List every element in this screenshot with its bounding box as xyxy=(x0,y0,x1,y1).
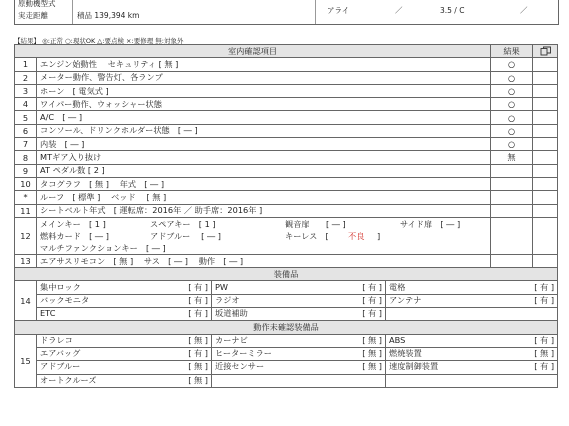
equipment-value: [ 有 ] xyxy=(362,281,382,292)
key-field: 観音扉 [ ― ] xyxy=(285,218,346,229)
alignment-value-3: ／ xyxy=(520,6,528,15)
equipment-name: ドラレコ xyxy=(40,334,73,345)
table-row xyxy=(15,58,558,71)
alignment-label: アライ xyxy=(327,6,350,15)
equipment-title: 装備品 xyxy=(15,268,558,281)
equipment-value: [ 無 ] xyxy=(188,361,208,372)
row-result: ○ xyxy=(491,124,533,137)
row-note xyxy=(533,71,558,84)
table-row xyxy=(15,334,558,347)
row-number: 6 xyxy=(15,124,37,137)
table-row xyxy=(15,164,558,177)
row-item: AT ペダル数 [ 2 ] xyxy=(37,164,491,177)
row-item: ホーン [ 電気式 ] xyxy=(37,84,491,97)
row-item: エンジン始動性 セキュリティ [ 無 ] xyxy=(37,58,491,71)
equipment-value: [ 有 ] xyxy=(534,281,555,292)
row-result: ○ xyxy=(491,71,533,84)
row-result: 無 xyxy=(491,151,533,164)
key-field: アドブルー [ ― ] xyxy=(150,230,221,241)
row-result: ○ xyxy=(491,111,533,124)
row-result xyxy=(491,177,533,190)
row-item: コンソール、ドリンクホルダー状態 [ ― ] xyxy=(37,124,491,137)
equipment-name: エアバッグ xyxy=(40,348,81,359)
equipment-name: アンテナ xyxy=(389,294,422,305)
row-number: 2 xyxy=(15,71,37,84)
row-note xyxy=(533,124,558,137)
equipment-cell xyxy=(386,281,558,294)
equipment-name: 燃焼装置 xyxy=(389,348,422,359)
equipment-cell xyxy=(37,347,212,360)
equipment-name: 電格 xyxy=(389,281,406,292)
row-number: 8 xyxy=(15,151,37,164)
key-field: スペアキー [ 1 ] xyxy=(150,218,216,229)
row-result: ○ xyxy=(491,58,533,71)
equipment-value: [ 有 ] xyxy=(362,308,382,319)
equipment-value: [ 無 ] xyxy=(188,374,208,385)
table-row xyxy=(15,138,558,151)
unconfirmed-title: 動作未確認装備品 xyxy=(15,321,558,334)
row-item: タコグラフ [ 無 ] 年式 [ ― ] xyxy=(37,177,491,190)
equipment-value: [ 有 ] xyxy=(534,334,555,345)
row-note xyxy=(533,204,558,217)
divider xyxy=(315,0,316,24)
row-note xyxy=(533,138,558,151)
row-result xyxy=(491,164,533,177)
equipment-cell xyxy=(37,281,212,294)
table-row xyxy=(15,191,558,204)
key-field: サイド扉 [ ― ] xyxy=(400,218,461,229)
equipment-name: バックモニタ xyxy=(40,294,90,305)
vehicle-info-box xyxy=(14,0,559,25)
equipment-cell xyxy=(386,294,558,307)
table-row xyxy=(15,361,558,374)
row-number: 10 xyxy=(15,177,37,190)
key-field: 燃料カード [ ― ] xyxy=(40,230,109,241)
row-item: ワイパー動作、ウォッシャー状態 xyxy=(37,98,491,111)
table-row xyxy=(15,308,558,321)
row-number: 13 xyxy=(15,254,37,267)
equipment-cell xyxy=(212,374,386,387)
equipment-name: PW xyxy=(215,281,229,292)
row-number: 15 xyxy=(15,334,37,387)
table-row xyxy=(15,294,558,307)
row-result: ○ xyxy=(491,98,533,111)
table-row xyxy=(15,177,558,190)
equipment-cell xyxy=(386,334,558,347)
result-header: 結果 xyxy=(491,45,533,58)
key-field: マルチファンクションキー [ ― ] xyxy=(40,242,166,253)
copy-icon[interactable] xyxy=(540,46,552,56)
equipment-cell xyxy=(37,374,212,387)
row-result xyxy=(491,254,533,267)
row-item: MTギア入り抜け xyxy=(37,151,491,164)
equipment-value: [ 無 ] xyxy=(362,361,382,372)
equipment-name: ABS xyxy=(389,334,406,345)
equipment-name: ラジオ xyxy=(215,294,240,305)
row-number: 12 xyxy=(15,217,37,254)
row-result: ○ xyxy=(491,138,533,151)
keyless-status: 不良 xyxy=(348,230,365,241)
equipment-name: ヒーターミラー xyxy=(215,348,272,359)
row-number: 14 xyxy=(15,281,37,321)
equipment-name: 近接センサー xyxy=(215,361,265,372)
equipment-cell xyxy=(212,308,386,321)
equipment-cell xyxy=(212,334,386,347)
equipment-cell xyxy=(212,281,386,294)
equipment-value: [ 無 ] xyxy=(534,348,555,359)
table-row xyxy=(15,111,558,124)
equipment-name: ETC xyxy=(40,308,56,319)
table-row xyxy=(15,217,558,254)
equipment-cell xyxy=(386,374,558,387)
row-note xyxy=(533,58,558,71)
row-number: 7 xyxy=(15,138,37,151)
equipment-name: 速度制御装置 xyxy=(389,361,439,372)
equipment-value: [ 有 ] xyxy=(188,281,208,292)
equipment-cell xyxy=(37,308,212,321)
row-note xyxy=(533,98,558,111)
equipment-name: 坂道補助 xyxy=(215,308,248,319)
row-item: A/C [ ― ] xyxy=(37,111,491,124)
equipment-value: [ 無 ] xyxy=(188,334,208,345)
unconfirmed-header-row xyxy=(15,321,558,334)
equipment-cell xyxy=(37,361,212,374)
divider xyxy=(72,0,73,24)
row-result: ○ xyxy=(491,84,533,97)
row-result xyxy=(491,204,533,217)
equipment-cell xyxy=(386,361,558,374)
equipment-value: [ 有 ] xyxy=(188,348,208,359)
row-note xyxy=(533,111,558,124)
engine-model-label: 原動機型式 xyxy=(18,0,56,8)
equipment-value: [ 無 ] xyxy=(362,348,382,359)
copy-cell[interactable] xyxy=(533,45,558,58)
equipment-cell xyxy=(386,308,558,321)
alignment-value-2: 3.5 / C xyxy=(440,6,465,15)
table-row xyxy=(15,254,558,267)
mileage-label: 実走距離 xyxy=(18,11,48,20)
row-number: 1 xyxy=(15,58,37,71)
table-row xyxy=(15,281,558,294)
result-legend: 【結果】 ◎:正常 ○:現状OK △:要点検 ×:要修理 無:対象外 xyxy=(14,37,184,45)
table-row xyxy=(15,98,558,111)
row-item: ルーフ [ 標準 ] ベッド [ 無 ] xyxy=(37,191,491,204)
table-row xyxy=(15,124,558,137)
row-result xyxy=(491,217,533,254)
table-row xyxy=(15,374,558,387)
equipment-header-row xyxy=(15,268,558,281)
equipment-cell xyxy=(37,334,212,347)
row-item: シートベルト年式 [ 運転席：2016年 ／ 助手席：2016年 ] xyxy=(37,204,491,217)
row-item: メーター動作、警告灯、各ランプ xyxy=(37,71,491,84)
table-row xyxy=(15,204,558,217)
equipment-cell xyxy=(386,347,558,360)
row-note xyxy=(533,254,558,267)
equipment-cell xyxy=(212,361,386,374)
equipment-cell xyxy=(37,294,212,307)
key-field: キーレス [ xyxy=(285,230,329,241)
row-number: 5 xyxy=(15,111,37,124)
table-row xyxy=(15,84,558,97)
row-number: 9 xyxy=(15,164,37,177)
row-number: 3 xyxy=(15,84,37,97)
equipment-cell xyxy=(212,294,386,307)
equipment-value: [ 無 ] xyxy=(362,334,382,345)
equipment-name: アドブルー xyxy=(40,361,81,372)
keys-item xyxy=(37,217,491,254)
key-field: メインキー [ 1 ] xyxy=(40,218,106,229)
row-note xyxy=(533,164,558,177)
row-number: * xyxy=(15,191,37,204)
table-row xyxy=(15,151,558,164)
equipment-value: [ 有 ] xyxy=(534,294,555,305)
row-note xyxy=(533,191,558,204)
table-row xyxy=(15,347,558,360)
alignment-value-1: ／ xyxy=(395,6,403,15)
equipment-value: [ 有 ] xyxy=(362,294,382,305)
row-note xyxy=(533,84,558,97)
row-note xyxy=(533,217,558,254)
row-number: 11 xyxy=(15,204,37,217)
row-item: エアサスリモコン [ 無 ] サス [ ― ] 動作 [ ― ] xyxy=(37,254,491,267)
equipment-name: 集中ロック xyxy=(40,281,81,292)
row-number: 4 xyxy=(15,98,37,111)
equipment-name: カーナビ xyxy=(215,334,248,345)
equipment-cell xyxy=(212,347,386,360)
inspection-table xyxy=(14,44,558,388)
row-note xyxy=(533,151,558,164)
row-note xyxy=(533,177,558,190)
equipment-value: [ 有 ] xyxy=(188,308,208,319)
equipment-name: オートクルーズ xyxy=(40,374,97,385)
row-result xyxy=(491,191,533,204)
table-row xyxy=(15,71,558,84)
equipment-value: [ 有 ] xyxy=(188,294,208,305)
interior-section-title: 室内確認項目 xyxy=(15,45,491,58)
mileage-value: 積品 139,394 km xyxy=(77,11,140,20)
row-item: 内装 [ ― ] xyxy=(37,138,491,151)
key-field: ] xyxy=(377,230,381,241)
equipment-value: [ 有 ] xyxy=(534,361,555,372)
